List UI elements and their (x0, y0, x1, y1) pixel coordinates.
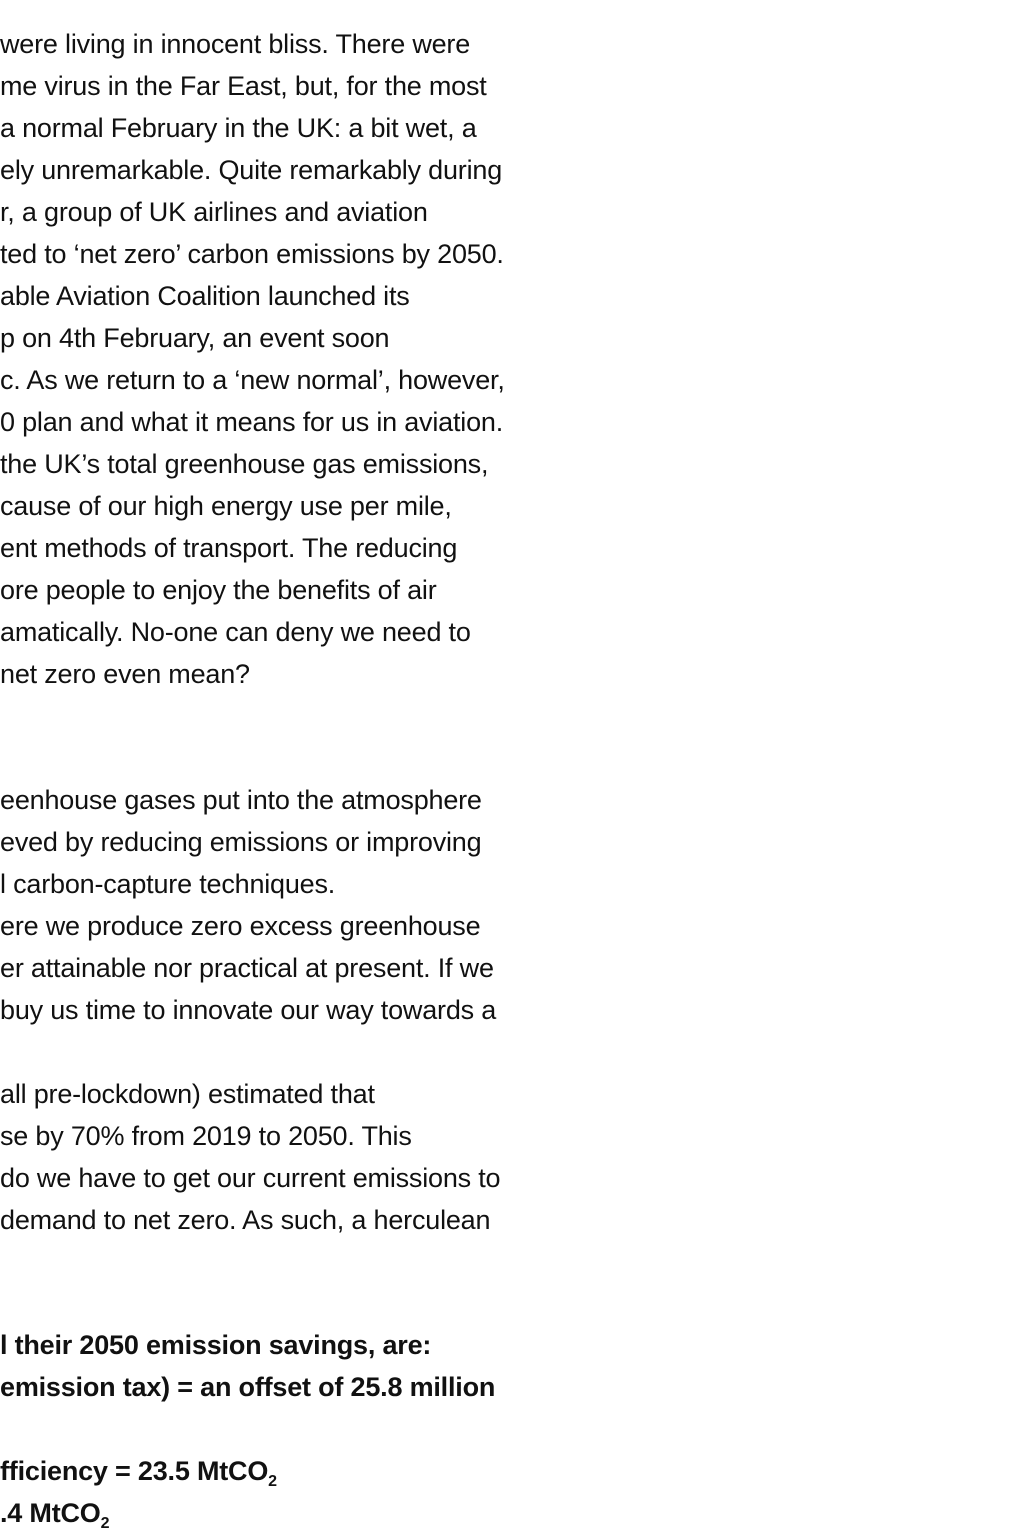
paragraph-1-line: 0 plan and what it means for us in aviation. (0, 407, 504, 437)
paragraph-1-line: ely unremarkable. Quite remarkably during (0, 155, 503, 185)
paragraph-1-line: were living in innocent bliss. There were (0, 29, 471, 59)
savings-item-other (0, 1492, 109, 1534)
paragraph-1-line: able Aviation Coalition launched its (0, 281, 410, 311)
paragraph-1-line: r, a group of UK airlines and aviation (0, 197, 428, 227)
paragraph-3-line: demand to net zero. As such, a herculean (0, 1205, 491, 1235)
paragraph-1-line: ore people to enjoy the benefits of air (0, 575, 437, 605)
paragraph-1-line: the UK’s total greenhouse gas emissions, (0, 449, 489, 479)
savings-item-efficiency (0, 1450, 277, 1492)
paragraph-1-line: ent methods of transport. The reducing (0, 533, 458, 563)
paragraph-2-line: l carbon-capture techniques. (0, 869, 336, 899)
paragraph-3-line: se by 70% from 2019 to 2050. This (0, 1121, 412, 1151)
paragraph-1-line: amatically. No-one can deny we need to (0, 617, 471, 647)
subscript-2: 2 (268, 1473, 277, 1490)
paragraph-2-line: buy us time to innovate our way towards a (0, 995, 497, 1025)
savings-item-other-text: .4 MtCO (0, 1498, 101, 1528)
paragraph-2-line: ere we produce zero excess greenhouse (0, 911, 481, 941)
savings-intro: l their 2050 emission savings, are: (0, 1330, 432, 1360)
paragraph-3-line: do we have to get our current emissions to (0, 1163, 501, 1193)
paragraph-2-line: er attainable nor practical at present. If we (0, 953, 494, 983)
paragraph-1-line: net zero even mean? (0, 659, 250, 689)
savings-item-emission-tax: emission tax) = an offset of 25.8 million (0, 1372, 496, 1402)
paragraph-1-line: ted to ‘net zero’ carbon emissions by 2050. (0, 239, 504, 269)
paragraph-3-line: all pre-lockdown) estimated that (0, 1079, 375, 1109)
paragraph-1-line: c. As we return to a ‘new normal’, however, (0, 365, 505, 395)
savings-item-efficiency-text: fficiency = 23.5 MtCO (0, 1456, 269, 1486)
paragraph-1-line: me virus in the Far East, but, for the most (0, 71, 487, 101)
paragraph-2-line: eved by reducing emissions or improving (0, 827, 482, 857)
paragraph-1-line: p on 4th February, an event soon (0, 323, 390, 353)
paragraph-1-line: a normal February in the UK: a bit wet, a (0, 113, 477, 143)
subscript-2: 2 (100, 1515, 110, 1532)
paragraph-2-line: eenhouse gases put into the atmosphere (0, 785, 482, 815)
paragraph-1-line: cause of our high energy use per mile, (0, 491, 452, 521)
